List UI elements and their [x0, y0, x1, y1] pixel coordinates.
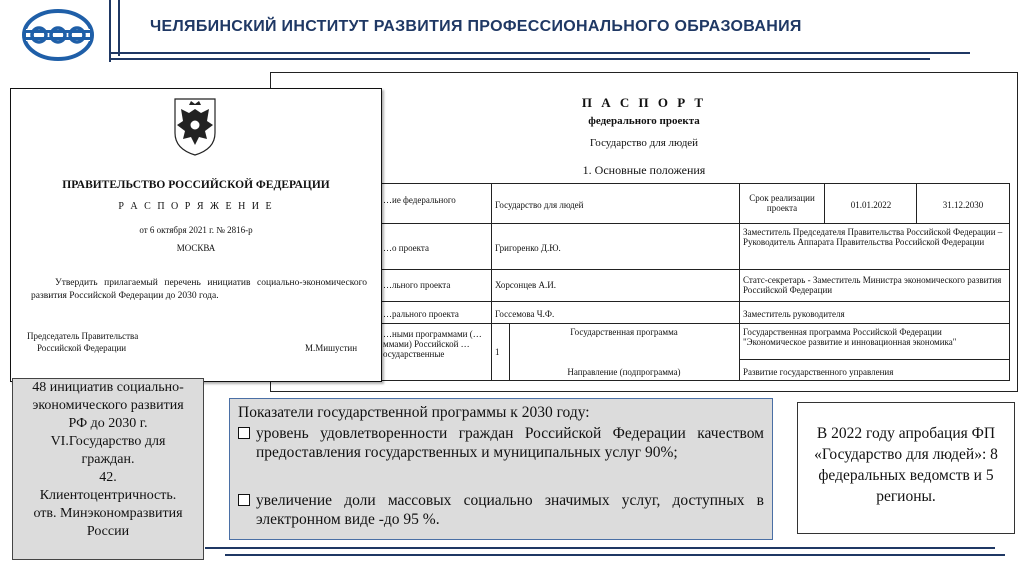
indicator-text: увеличение доли массовых социально значимых услуг, доступных в электронном виде -до 95 %.: [256, 492, 764, 528]
table-rule: [283, 223, 1009, 224]
table-col-rule: [824, 183, 825, 223]
decree-body: Утвердить прилагаемый перечень инициатив социально-экономического развития Российской Федерации до 2030 года.: [31, 278, 367, 301]
indicator-item: [238, 424, 764, 462]
info-line: России: [86, 524, 130, 539]
table-cell: Государство для людей: [495, 200, 584, 210]
table-cell: Заместитель Председателя Правительства Российской Федерации – Руководитель Аппарата Правительства Российской Федерации: [743, 227, 1003, 247]
info-line: 42.: [99, 470, 117, 485]
header-divider-vertical-2: [118, 0, 120, 56]
passport-document: [270, 72, 1018, 392]
passport-table: [283, 183, 1009, 381]
table-rule: [283, 301, 1009, 302]
info-line: 48 инициатив социально-: [32, 380, 184, 395]
table-border-top: [283, 183, 1009, 184]
indicators-title: Показатели государственной программы к 2030 году:: [238, 404, 590, 421]
info-line: Клиентоцентричность.: [39, 488, 177, 503]
table-cell: Хорсонцев А.И.: [495, 280, 557, 290]
table-rule: [739, 359, 1009, 360]
table-cell: …о проекта: [383, 243, 429, 253]
table-rule: [283, 323, 1009, 324]
checkbox-bullet-icon: [238, 494, 250, 506]
institute-logo-icon: [22, 8, 94, 62]
table-cell: …ными программами (…ммами) Российской …осударственные: [383, 329, 482, 359]
indicator-item: [238, 491, 764, 529]
signer-name: М.Мишустин: [305, 343, 358, 353]
info-line: VI.Государство для: [50, 434, 166, 449]
info-line: граждан.: [81, 452, 135, 467]
table-col-rule: [491, 183, 492, 381]
table-rule: [283, 269, 1009, 270]
table-border-bottom: [283, 380, 1009, 381]
decree-document: [10, 88, 382, 382]
signer-title-line-1: Председатель Правительства: [27, 331, 139, 341]
header-rule-1: [110, 52, 970, 54]
table-cell: 1: [495, 347, 500, 357]
info-line: отв. Минэкономразвития: [33, 506, 183, 521]
table-cell: …рального проекта: [383, 309, 459, 319]
table-cell: Статс-секретарь - Заместитель Министра экономического развития Российской Федерации: [743, 275, 1002, 295]
passport-subheading: федерального проекта: [588, 115, 700, 127]
table-col-rule: [739, 183, 740, 381]
table-cell: Государственная программа Российской Федерации "Экономическое развитие и инновационная экономика": [743, 327, 957, 347]
table-col-rule: [1009, 183, 1010, 381]
signer-title-line-2: Российской Федерации: [37, 343, 127, 353]
table-cell: Григоренко Д.Ю.: [495, 243, 561, 253]
info-line: экономического развития: [32, 398, 184, 413]
checkbox-bullet-icon: [238, 427, 250, 439]
table-cell: Государственная программа: [570, 327, 678, 337]
table-cell: …льного проекта: [383, 280, 451, 290]
page-title: ЧЕЛЯБИНСКИЙ ИНСТИТУТ РАЗВИТИЯ ПРОФЕССИОНАЛЬНОГО ОБРАЗОВАНИЯ: [150, 18, 802, 35]
table-cell: 31.12.2030: [942, 200, 984, 210]
table-cell: Направление (подпрограмма): [567, 367, 681, 377]
table-cell: Срок реализации проекта: [749, 193, 815, 213]
coat-of-arms-icon: [171, 95, 219, 157]
decree-government: ПРАВИТЕЛЬСТВО РОССИЙСКОЙ ФЕДЕРАЦИИ: [62, 179, 330, 191]
header-rule-2: [110, 58, 930, 60]
passport-section: 1. Основные положения: [582, 163, 706, 177]
footer-rule-1: [205, 547, 995, 549]
info-line: РФ до 2030 г.: [68, 416, 148, 431]
initiatives-info-box: [12, 378, 204, 560]
decree-city: МОСКВА: [176, 243, 216, 253]
pilot-info-box: [797, 402, 1015, 534]
table-col-rule: [509, 323, 510, 381]
indicator-text: уровень удовлетворенности граждан Российской Федерации качеством предоставления государственных и муниципальных услуг 90%;: [256, 425, 764, 461]
table-cell: Заместитель руководителя: [743, 309, 845, 319]
table-col-rule: [916, 183, 917, 223]
table-cell: 01.01.2022: [850, 200, 892, 210]
pilot-text: В 2022 году апробация ФП «Государство для людей»: 8 федеральных ведомств и 5 регионы.: [814, 425, 998, 505]
indicators-box: [229, 398, 773, 540]
passport-heading: П А С П О Р Т: [581, 95, 707, 110]
footer-rule-2: [225, 554, 1005, 556]
table-cell: Госсемова Ч.Ф.: [495, 309, 555, 319]
decree-date-number: от 6 октября 2021 г. № 2816-р: [139, 225, 253, 235]
decree-type: Р А С П О Р Я Ж Е Н И Е: [118, 201, 274, 212]
table-cell: Развитие государственного управления: [743, 367, 894, 377]
passport-project-name: Государство для людей: [589, 137, 699, 149]
table-cell: …ие федерального: [383, 195, 456, 205]
